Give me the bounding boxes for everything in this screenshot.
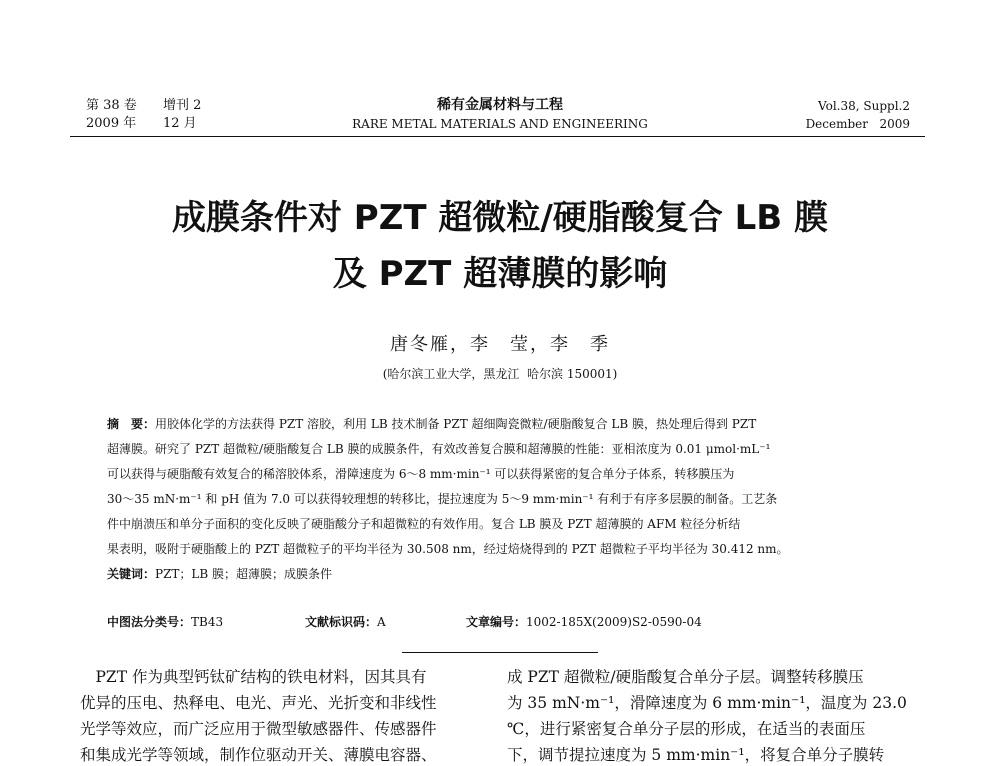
body-left-line: 光学等效应，而广泛应用于微型敏感器件、传感器件 <box>80 720 437 738</box>
abstract-line: 可以获得与硬脂酸有效复合的稀溶胶体系，滑障速度为 6～8 mm·min⁻¹ 可以获得紧密的复合单分子体系，转移膜压为 <box>107 467 735 481</box>
body-right-line: 为 35 mN·m⁻¹，滑障速度为 6 mm·min⁻¹，温度为 23.0 <box>507 694 907 712</box>
clc-field <box>107 614 223 630</box>
clc-label: 中图法分类号： <box>107 615 192 629</box>
article-number-field <box>466 614 702 630</box>
body-left-line: 和集成光学等领域，制作位驱动开关、薄膜电容器、 <box>80 746 437 764</box>
keywords-line <box>107 566 891 583</box>
section-divider <box>402 652 598 653</box>
date-en: December 2009 <box>805 117 910 131</box>
body-right-line: 下，调节提拉速度为 5 mm·min⁻¹，将复合单分子膜转 <box>507 746 885 764</box>
paper-title-line1: 成膜条件对 PZT 超微粒/硬脂酸复合 LB 膜 <box>171 198 829 238</box>
abstract-line: 果表明，吸附于硬脂酸上的 PZT 超微粒子的平均半径为 30.508 nm，经过焙烧得到的 PZT 超微粒子平均半径为 30.412 nm。 <box>107 542 789 556</box>
document-code-value: A <box>377 615 386 629</box>
keywords-text: PZT；LB 膜；超薄膜；成膜条件 <box>155 567 333 581</box>
article-number-value: 1002-185X(2009)S2-0590-04 <box>526 615 702 629</box>
document-code-field <box>305 614 386 630</box>
keywords-label: 关键词： <box>107 567 156 581</box>
header-rule <box>70 136 925 137</box>
body-right-line: 成 PZT 超微粒/硬脂酸复合单分子层。调整转移膜压 <box>507 668 864 686</box>
volume-label: 第 38 卷 <box>86 98 137 113</box>
paper-title-line2: 及 PZT 超薄膜的影响 <box>332 254 668 294</box>
abstract-line: 件中崩溃压和单分子面积的变化反映了硬脂酸分子和超微粒的有效作用。复合 LB 膜及 PZT 超薄膜的 AFM 粒径分析结 <box>107 517 741 531</box>
abstract-line: 30～35 mN·m⁻¹ 和 pH 值为 7.0 可以获得较理想的转移比，提拉速度为 5～9 mm·min⁻¹ 有利于有序多层膜的制备。工艺条 <box>107 492 778 506</box>
month-label: 12 月 <box>163 116 197 131</box>
abstract-line <box>107 416 891 433</box>
volume-en: Vol.38, Suppl.2 <box>818 99 910 113</box>
body-left-line: PZT 作为典型钙钛矿结构的铁电材料，因其具有 <box>80 668 427 686</box>
abstract-text: 用胶体化学的方法获得 PZT 溶胶，利用 LB 技术制备 PZT 超细陶瓷微粒/硬脂酸复合 LB 膜，热处理后得到 PZT <box>155 417 757 431</box>
year-label: 2009 年 <box>86 116 137 131</box>
journal-title-cn: 稀有金属材料与工程 <box>437 97 563 113</box>
affiliation: (哈尔滨工业大学，黑龙江 哈尔滨 150001) <box>382 367 618 381</box>
abstract-label: 摘 要： <box>107 417 156 431</box>
journal-title-en: RARE METAL MATERIALS AND ENGINEERING <box>352 117 648 131</box>
supplement-label: 增刊 2 <box>163 98 202 113</box>
body-left-line: 优异的压电、热释电、电光、声光、光折变和非线性 <box>80 694 437 712</box>
article-number-label: 文章编号： <box>466 615 527 629</box>
body-right-line: ℃，进行紧密复合单分子层的形成，在适当的表面压 <box>507 720 866 738</box>
document-code-label: 文献标识码： <box>305 615 378 629</box>
clc-value: TB43 <box>191 615 224 629</box>
abstract-line: 超薄膜。研究了 PZT 超微粒/硬脂酸复合 LB 膜的成膜条件，有效改善复合膜和超薄膜的性能：亚相浓度为 0.01 μmol·mL⁻¹ <box>107 442 771 456</box>
authors: 唐冬雁，李 莹，李 季 <box>390 334 610 355</box>
